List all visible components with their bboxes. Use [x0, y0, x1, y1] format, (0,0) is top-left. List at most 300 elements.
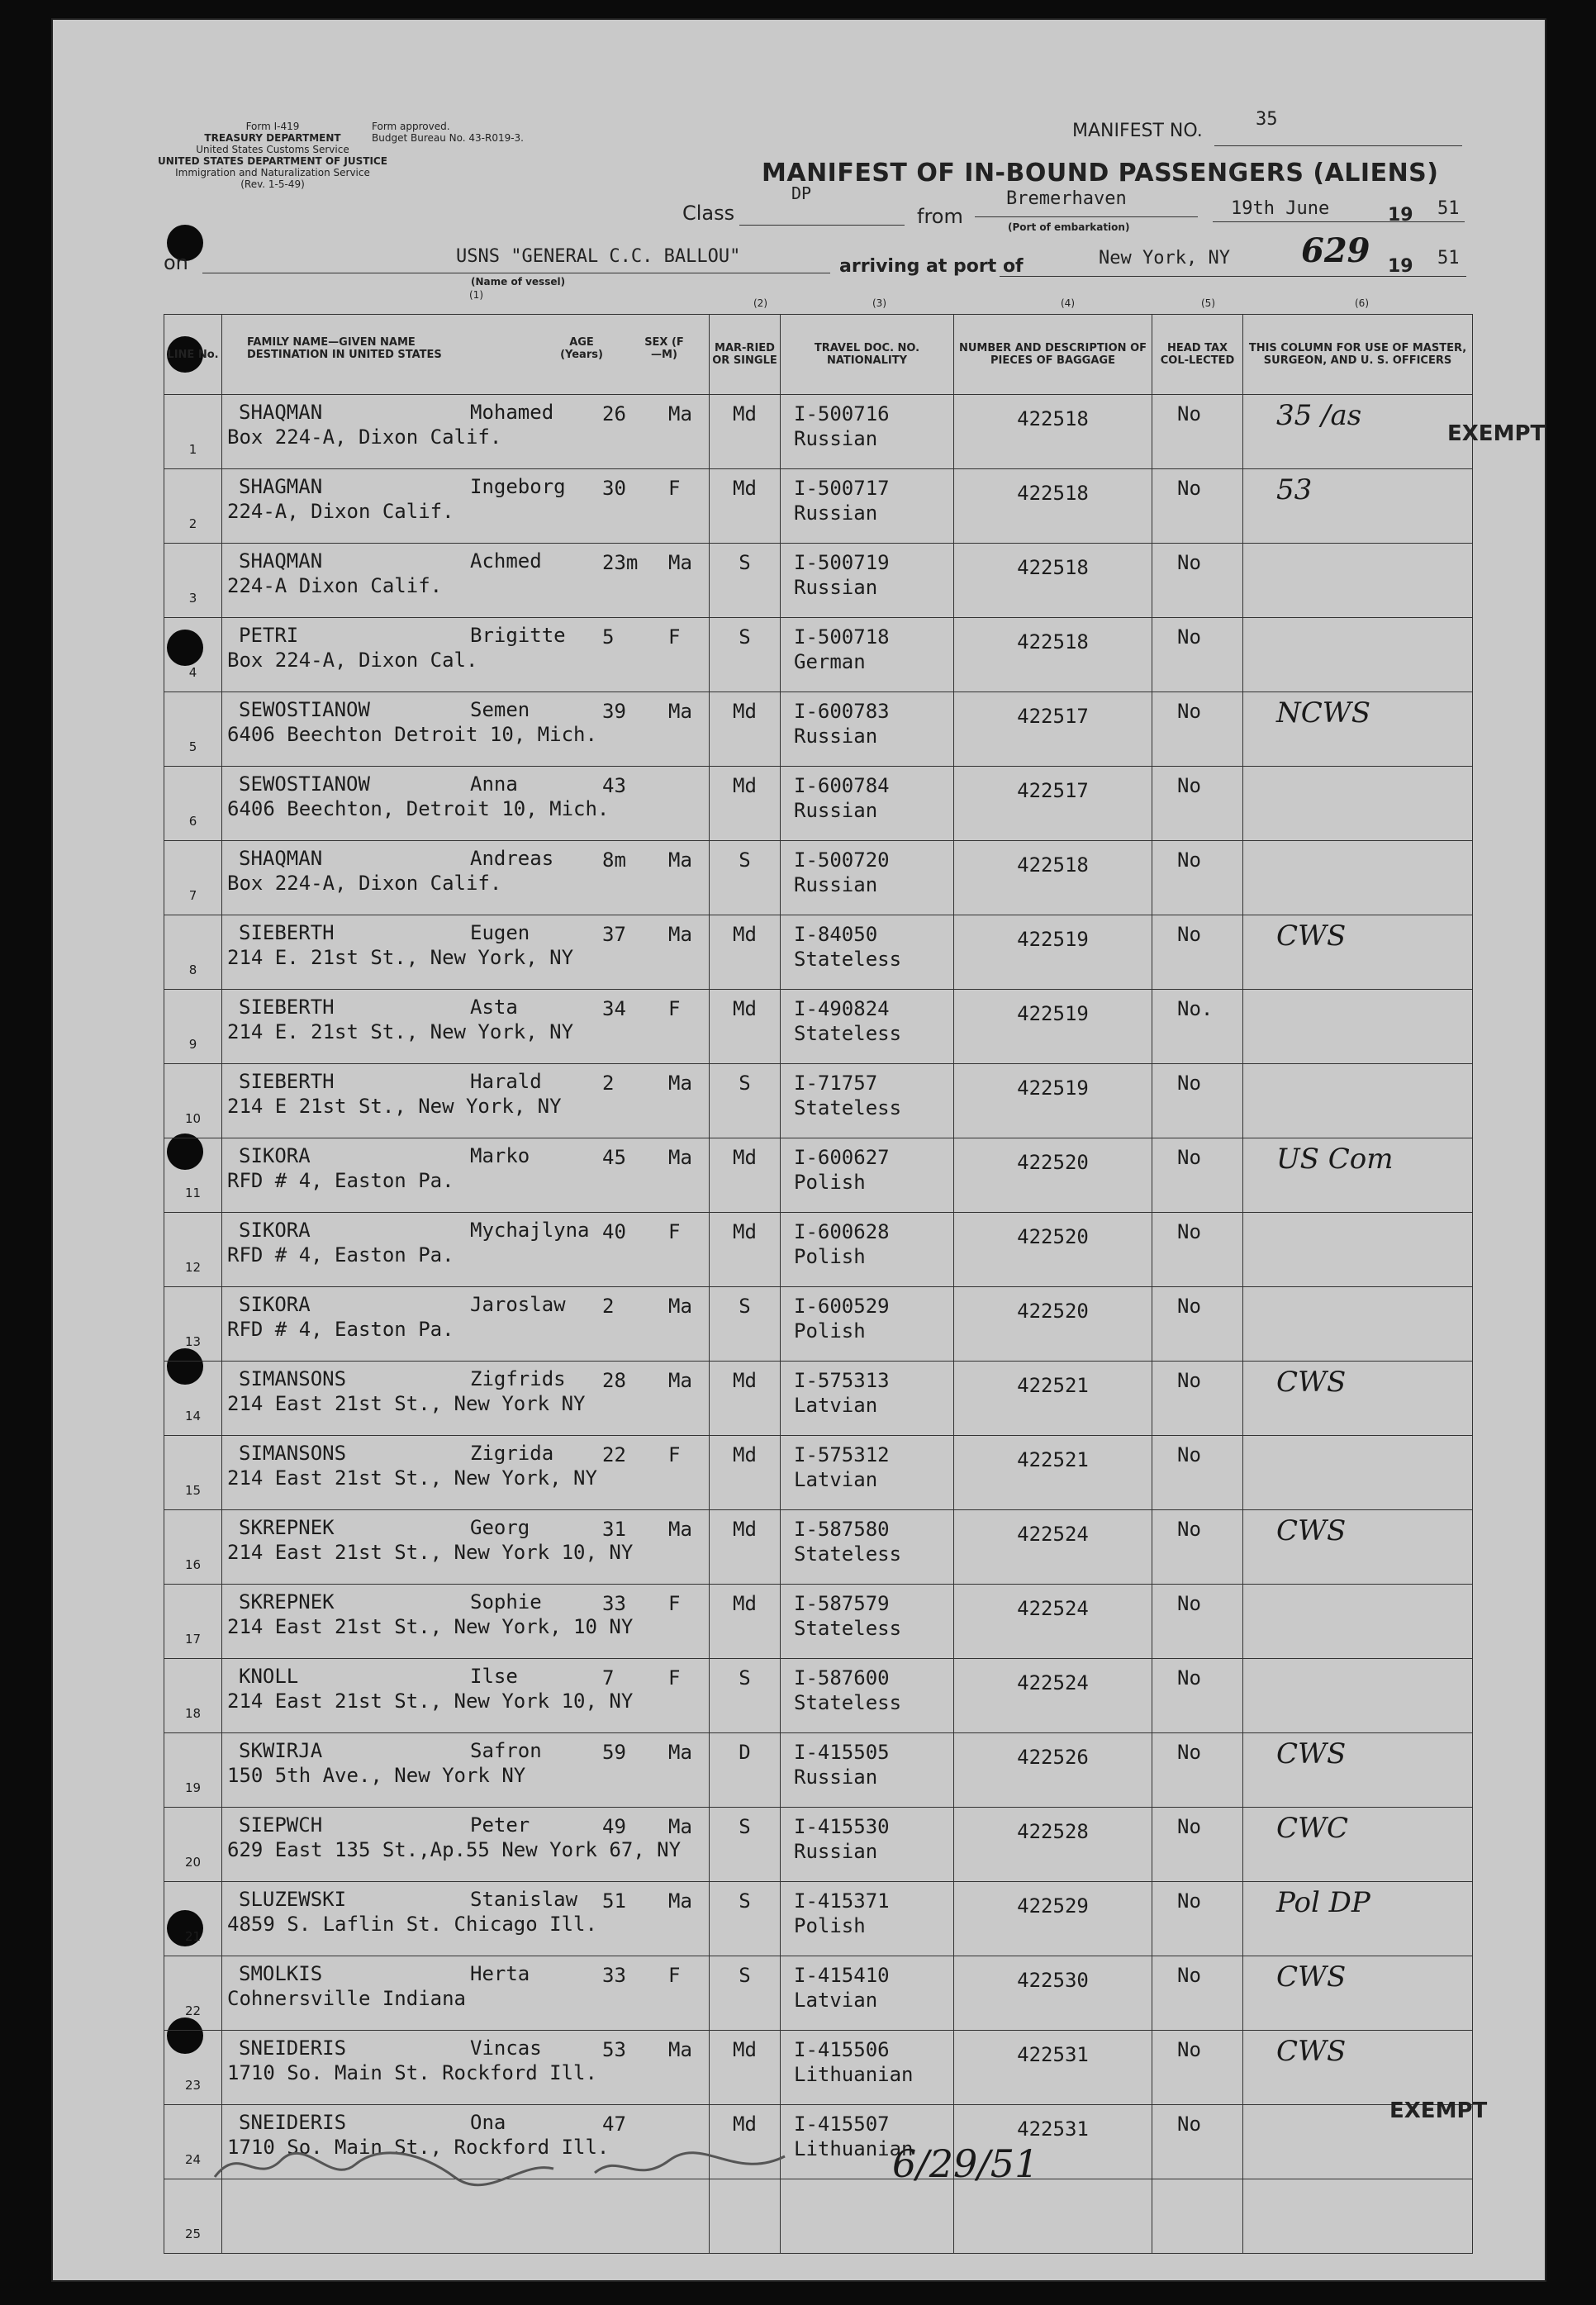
name-destination-cell	[222, 1362, 710, 1436]
age: 2	[602, 1072, 615, 1095]
sex: Ma	[668, 1518, 692, 1541]
baggage-number: 422521	[954, 1362, 1152, 1436]
sex: Ma	[668, 1741, 692, 1764]
head-tax: No	[1152, 2031, 1243, 2105]
agency-line: TREASURY DEPARTMENT	[204, 132, 341, 144]
line-number: 3	[164, 544, 222, 618]
travel-doc-cell	[781, 1956, 954, 2031]
travel-doc-cell	[781, 692, 954, 767]
officer-note-cell	[1243, 1436, 1473, 1510]
head-tax: No	[1152, 1659, 1243, 1733]
head-tax: No	[1152, 2105, 1243, 2179]
travel-doc-number: I-600529	[794, 1295, 890, 1318]
sex: F	[668, 1592, 681, 1615]
col-baggage-header: NUMBER AND DESCRIPTION OF PIECES OF BAGGAGE	[954, 315, 1152, 395]
head-tax: No	[1152, 1585, 1243, 1659]
sex: F	[668, 997, 681, 1020]
officer-note-cell	[1243, 990, 1473, 1064]
col-line-header: LINE No.	[164, 315, 222, 395]
marital-status: Md	[710, 395, 781, 469]
marital-status: Md	[710, 2105, 781, 2179]
marital-status: D	[710, 1733, 781, 1808]
baggage-number: 422518	[954, 469, 1152, 544]
baggage-number: 422521	[954, 1436, 1152, 1510]
travel-doc-number: I-600628	[794, 1220, 890, 1243]
sex: Ma	[668, 1072, 692, 1095]
baggage-number: 422519	[954, 1064, 1152, 1138]
family-name: SIMANSONS	[239, 1367, 347, 1390]
approval-line: Budget Bureau No. 43-R019-3.	[372, 132, 524, 144]
age: 33	[602, 1592, 626, 1615]
nationality: Stateless	[794, 1022, 902, 1045]
name-destination-cell	[222, 1213, 710, 1287]
travel-doc-number: I-415371	[794, 1889, 890, 1913]
family-name: SKWIRJA	[239, 1739, 323, 1762]
marital-status: S	[710, 1659, 781, 1733]
arrival-date: 629	[1301, 231, 1370, 270]
travel-doc-cell	[781, 1510, 954, 1585]
officer-note-cell	[1243, 1882, 1473, 1956]
baggage-number: 422519	[954, 915, 1152, 990]
travel-doc-number: I-600783	[794, 700, 890, 723]
nationality: Latvian	[794, 1394, 878, 1417]
sex: F	[668, 1220, 681, 1243]
age: 33	[602, 1964, 626, 1987]
travel-doc-cell	[781, 841, 954, 915]
travel-doc-number: I-600784	[794, 774, 890, 797]
given-name: Mohamed	[470, 401, 554, 424]
given-name: Asta	[470, 996, 518, 1019]
travel-doc-number: I-490824	[794, 997, 890, 1020]
travel-doc-number: I-500720	[794, 848, 890, 872]
baggage-number: 422517	[954, 692, 1152, 767]
signature-date: 6/29/51	[892, 2141, 1039, 2186]
baggage-number: 422520	[954, 1287, 1152, 1362]
name-destination-cell	[222, 2031, 710, 2105]
line-number: 23	[164, 2031, 222, 2105]
column-number: (3)	[872, 297, 886, 309]
baggage-number: 422524	[954, 1510, 1152, 1585]
marital-status: Md	[710, 1436, 781, 1510]
baggage-number: 422517	[954, 767, 1152, 841]
line-number: 13	[164, 1287, 222, 1362]
baggage-number	[954, 2179, 1152, 2254]
column-number: (6)	[1355, 297, 1369, 309]
age: 23m	[602, 551, 639, 574]
travel-doc-cell	[781, 1064, 954, 1138]
destination: 214 E. 21st St., New York, NY	[227, 946, 574, 969]
line-number: 12	[164, 1213, 222, 1287]
sex: F	[668, 1666, 681, 1690]
agency-line: UNITED STATES DEPARTMENT OF JUSTICE	[158, 155, 387, 167]
table-row	[164, 1436, 1473, 1510]
exempt-stamp: EXEMPT	[1447, 421, 1546, 446]
baggage-number: 422526	[954, 1733, 1152, 1808]
head-tax: No	[1152, 1510, 1243, 1585]
name-destination-cell	[222, 469, 710, 544]
class-value: DP	[791, 183, 812, 203]
name-destination-cell	[222, 1808, 710, 1882]
given-name: Zigfrids	[470, 1367, 566, 1390]
officer-note-cell	[1243, 1956, 1473, 2031]
officer-note-cell	[1243, 1213, 1473, 1287]
destination: 214 E. 21st St., New York, NY	[227, 1020, 574, 1043]
table-row	[164, 692, 1473, 767]
travel-doc-cell	[781, 2031, 954, 2105]
family-name: SIKORA	[239, 1293, 311, 1316]
class-label: Class	[682, 202, 735, 225]
age: 31	[602, 1518, 626, 1541]
nationality: Russian	[794, 873, 878, 896]
table-row	[164, 767, 1473, 841]
officer-note: 35 /as	[1276, 399, 1362, 432]
column-number: (4)	[1061, 297, 1075, 309]
line-number: 21	[164, 1882, 222, 1956]
destination: 6406 Beechton Detroit 10, Mich.	[227, 723, 597, 746]
nationality: Russian	[794, 1766, 878, 1789]
name-destination-cell	[222, 915, 710, 990]
nationality: Russian	[794, 427, 878, 450]
given-name: Semen	[470, 698, 530, 721]
given-name: Eugen	[470, 921, 530, 944]
baggage-number: 422518	[954, 544, 1152, 618]
table-row	[164, 1510, 1473, 1585]
travel-doc-number: I-500716	[794, 402, 890, 425]
table-row	[164, 618, 1473, 692]
nationality: Stateless	[794, 1617, 902, 1640]
baggage-number: 422520	[954, 1138, 1152, 1213]
officer-note-cell	[1243, 2179, 1473, 2254]
destination: 4859 S. Laflin St. Chicago Ill.	[227, 1913, 597, 1936]
travel-doc-number: I-415530	[794, 1815, 890, 1838]
col-name-header	[222, 315, 710, 395]
nationality: Latvian	[794, 1468, 878, 1491]
baggage-number: 422519	[954, 990, 1152, 1064]
agency-line: Immigration and Naturalization Service	[175, 167, 370, 178]
officer-note-cell	[1243, 1510, 1473, 1585]
head-tax: No	[1152, 395, 1243, 469]
baggage-number: 422528	[954, 1808, 1152, 1882]
officer-note: NCWS	[1276, 696, 1371, 730]
marital-status: S	[710, 1956, 781, 2031]
table-row	[164, 1213, 1473, 1287]
name-destination-cell	[222, 1064, 710, 1138]
officer-note: CWC	[1276, 1812, 1348, 1845]
marital-status: Md	[710, 1138, 781, 1213]
travel-doc-number: I-500719	[794, 551, 890, 574]
head-tax: No	[1152, 544, 1243, 618]
marital-status: S	[710, 841, 781, 915]
passenger-table	[164, 314, 1473, 2254]
marital-status: S	[710, 1808, 781, 1882]
sex: F	[668, 625, 681, 649]
head-tax: No	[1152, 1808, 1243, 1882]
on-label: on	[164, 251, 188, 274]
col-name-label: FAMILY NAME—GIVEN NAME DESTINATION IN UNITED STATES	[247, 336, 442, 361]
head-tax: No	[1152, 1138, 1243, 1213]
line-number: 16	[164, 1510, 222, 1585]
marital-status: S	[710, 618, 781, 692]
destination: 629 East 135 St.,Ap.55 New York 67, NY	[227, 1838, 682, 1861]
age: 59	[602, 1741, 626, 1764]
officer-note-cell	[1243, 1585, 1473, 1659]
given-name: Achmed	[470, 549, 542, 573]
line-number: 15	[164, 1436, 222, 1510]
travel-doc-cell	[781, 395, 954, 469]
travel-doc-number: I-84050	[794, 923, 878, 946]
family-name: SHAQMAN	[239, 549, 323, 573]
form-number: Form I-419	[245, 121, 300, 132]
destination: RFD # 4, Easton Pa.	[227, 1318, 454, 1341]
line-number: 18	[164, 1659, 222, 1733]
officer-note-cell	[1243, 915, 1473, 990]
given-name: Georg	[470, 1516, 530, 1539]
name-destination-cell	[222, 1733, 710, 1808]
nationality: Russian	[794, 725, 878, 748]
family-name: SIKORA	[239, 1219, 311, 1242]
family-name: SMOLKIS	[239, 1962, 323, 1985]
given-name: Mychajlyna	[470, 1219, 590, 1242]
nationality: Polish	[794, 1171, 866, 1194]
travel-doc-number: I-415505	[794, 1741, 890, 1764]
head-tax: No	[1152, 1287, 1243, 1362]
agency-line: United States Customs Service	[196, 144, 349, 155]
marital-status: Md	[710, 469, 781, 544]
line-number: 1	[164, 395, 222, 469]
table-row	[164, 395, 1473, 469]
name-destination-cell	[222, 544, 710, 618]
sex: F	[668, 1443, 681, 1466]
table-row	[164, 990, 1473, 1064]
name-destination-cell	[222, 1436, 710, 1510]
age: 22	[602, 1443, 626, 1466]
travel-doc-number: I-575313	[794, 1369, 890, 1392]
col-tax-header: HEAD TAX COL-LECTED	[1152, 315, 1243, 395]
nationality: Polish	[794, 1319, 866, 1343]
officer-note: US Com	[1276, 1143, 1394, 1176]
family-name: KNOLL	[239, 1665, 299, 1688]
given-name: Stanislaw	[470, 1888, 578, 1911]
destination: 1710 So. Main St. Rockford Ill.	[227, 2061, 597, 2084]
officer-note-cell	[1243, 618, 1473, 692]
destination: 1710 So. Main St., Rockford Ill.	[227, 2136, 610, 2159]
officer-note-cell	[1243, 395, 1473, 469]
age: 8m	[602, 848, 626, 872]
family-name: SIMANSONS	[239, 1442, 347, 1465]
travel-doc-cell	[781, 1585, 954, 1659]
head-tax: No	[1152, 1064, 1243, 1138]
date-value: 19th June	[1231, 198, 1330, 219]
officer-note-cell	[1243, 692, 1473, 767]
destination: 214 East 21st St., New York, NY	[227, 1466, 597, 1490]
line-number: 25	[164, 2179, 222, 2254]
age: 49	[602, 1815, 626, 1838]
age: 28	[602, 1369, 626, 1392]
marital-status: Md	[710, 692, 781, 767]
line-number: 9	[164, 990, 222, 1064]
sex: Ma	[668, 848, 692, 872]
destination: Box 224-A, Dixon Cal.	[227, 649, 478, 672]
sex: Ma	[668, 2038, 692, 2061]
travel-doc-cell	[781, 469, 954, 544]
baggage-number: 422524	[954, 1659, 1152, 1733]
destination: 214 East 21st St., New York 10, NY	[227, 1541, 634, 1564]
name-destination-cell	[222, 692, 710, 767]
head-tax	[1152, 2179, 1243, 2254]
head-tax: No	[1152, 1733, 1243, 1808]
destination: 214 East 21st St., New York, 10 NY	[227, 1615, 634, 1638]
head-tax: No	[1152, 915, 1243, 990]
family-name: SIEBERTH	[239, 921, 335, 944]
officer-note-cell	[1243, 1733, 1473, 1808]
arriving-label: arriving at port of	[839, 256, 1024, 277]
column-number: (2)	[753, 297, 767, 309]
baggage-number: 422524	[954, 1585, 1152, 1659]
head-tax: No.	[1152, 990, 1243, 1064]
manifest-no-value: 35	[1256, 109, 1278, 130]
travel-doc-number: I-587579	[794, 1592, 890, 1615]
age: 53	[602, 2038, 626, 2061]
travel-doc-number: I-500718	[794, 625, 890, 649]
age: 2	[602, 1295, 615, 1318]
officer-note: CWS	[1276, 920, 1347, 953]
line-number: 19	[164, 1733, 222, 1808]
given-name: Brigitte	[470, 624, 566, 647]
table-row	[164, 469, 1473, 544]
line-number: 5	[164, 692, 222, 767]
marital-status: Md	[710, 1213, 781, 1287]
head-tax: No	[1152, 841, 1243, 915]
family-name: PETRI	[239, 624, 299, 647]
table-row	[164, 1808, 1473, 1882]
officer-note: 53	[1276, 473, 1313, 506]
given-name: Ona	[470, 2111, 506, 2134]
sex: Ma	[668, 1369, 692, 1392]
officer-note: CWS	[1276, 1514, 1347, 1547]
family-name: SIEPWCH	[239, 1813, 323, 1837]
given-name: Ilse	[470, 1665, 518, 1688]
officer-note-cell	[1243, 1064, 1473, 1138]
officer-note-cell	[1243, 1659, 1473, 1733]
table-row	[164, 1659, 1473, 1733]
nationality: Russian	[794, 576, 878, 599]
family-name: SIEBERTH	[239, 996, 335, 1019]
travel-doc-cell	[781, 767, 954, 841]
nationality: Stateless	[794, 1691, 902, 1714]
officer-note-cell	[1243, 1362, 1473, 1436]
nationality: Russian	[794, 501, 878, 525]
name-destination-cell	[222, 395, 710, 469]
travel-doc-number: I-575312	[794, 1443, 890, 1466]
officer-note-cell	[1243, 1287, 1473, 1362]
line-number: 6	[164, 767, 222, 841]
line-number: 20	[164, 1808, 222, 1882]
sex: Ma	[668, 1146, 692, 1169]
table-row	[164, 841, 1473, 915]
marital-status: Md	[710, 915, 781, 990]
family-name: SKREPNEK	[239, 1516, 335, 1539]
given-name: Vincas	[470, 2036, 542, 2060]
baggage-number: 422531	[954, 2031, 1152, 2105]
destination: 224-A Dixon Calif.	[227, 574, 443, 597]
sex: Ma	[668, 402, 692, 425]
port-embarkation-caption: (Port of embarkation)	[1008, 221, 1130, 233]
officer-note-cell	[1243, 544, 1473, 618]
given-name: Ingeborg	[470, 475, 566, 498]
table-row	[164, 2031, 1473, 2105]
line-number: 8	[164, 915, 222, 990]
year-value: 51	[1437, 198, 1460, 219]
name-destination-cell	[222, 767, 710, 841]
year-prefix: 19	[1388, 205, 1413, 226]
head-tax: No	[1152, 692, 1243, 767]
travel-doc-number: I-600627	[794, 1146, 890, 1169]
travel-doc-cell	[781, 1436, 954, 1510]
marital-status: S	[710, 1287, 781, 1362]
line-number: 7	[164, 841, 222, 915]
name-destination-cell	[222, 1882, 710, 1956]
given-name: Andreas	[470, 847, 554, 870]
name-destination-cell	[222, 618, 710, 692]
given-name: Sophie	[470, 1590, 542, 1614]
nationality: Stateless	[794, 948, 902, 971]
age: 26	[602, 402, 626, 425]
head-tax: No	[1152, 618, 1243, 692]
vessel-caption: (Name of vessel)	[471, 276, 566, 288]
line-number: 14	[164, 1362, 222, 1436]
sex: Ma	[668, 923, 692, 946]
destination: 224-A, Dixon Calif.	[227, 500, 454, 523]
officer-note-cell	[1243, 2031, 1473, 2105]
name-destination-cell	[222, 1585, 710, 1659]
nationality: Polish	[794, 1245, 866, 1268]
table-row	[164, 1585, 1473, 1659]
destination: 214 East 21st St., New York NY	[227, 1392, 586, 1415]
given-name: Safron	[470, 1739, 542, 1762]
table-row	[164, 915, 1473, 990]
nationality: Stateless	[794, 1542, 902, 1566]
sex: Ma	[668, 1815, 692, 1838]
given-name: Harald	[470, 1070, 542, 1093]
table-row	[164, 1956, 1473, 2031]
travel-doc-number: I-415507	[794, 2113, 890, 2136]
sex: Ma	[668, 1889, 692, 1913]
line-number: 24	[164, 2105, 222, 2179]
family-name: SEWOSTIANOW	[239, 772, 370, 796]
officer-note: CWS	[1276, 1960, 1347, 1994]
baggage-number: 422518	[954, 618, 1152, 692]
name-destination-cell	[222, 990, 710, 1064]
form-agency-block	[145, 121, 401, 190]
travel-doc-number: I-587580	[794, 1518, 890, 1541]
line-number: 2	[164, 469, 222, 544]
family-name: SNEIDERIS	[239, 2036, 347, 2060]
budget-approval	[372, 121, 578, 144]
travel-doc-cell	[781, 990, 954, 1064]
family-name: SEWOSTIANOW	[239, 698, 370, 721]
baggage-number: 422530	[954, 1956, 1152, 2031]
line-number: 10	[164, 1064, 222, 1138]
age: 47	[602, 2113, 626, 2136]
from-value: Bremerhaven	[1006, 188, 1127, 209]
col-officers-header: THIS COLUMN FOR USE OF MASTER, SURGEON, AND U. S. OFFICERS	[1243, 315, 1473, 395]
officer-note: CWS	[1276, 1737, 1347, 1770]
travel-doc-cell	[781, 1733, 954, 1808]
marital-status: Md	[710, 2031, 781, 2105]
marital-status: Md	[710, 1585, 781, 1659]
baggage-number: 422529	[954, 1882, 1152, 1956]
head-tax: No	[1152, 1956, 1243, 2031]
